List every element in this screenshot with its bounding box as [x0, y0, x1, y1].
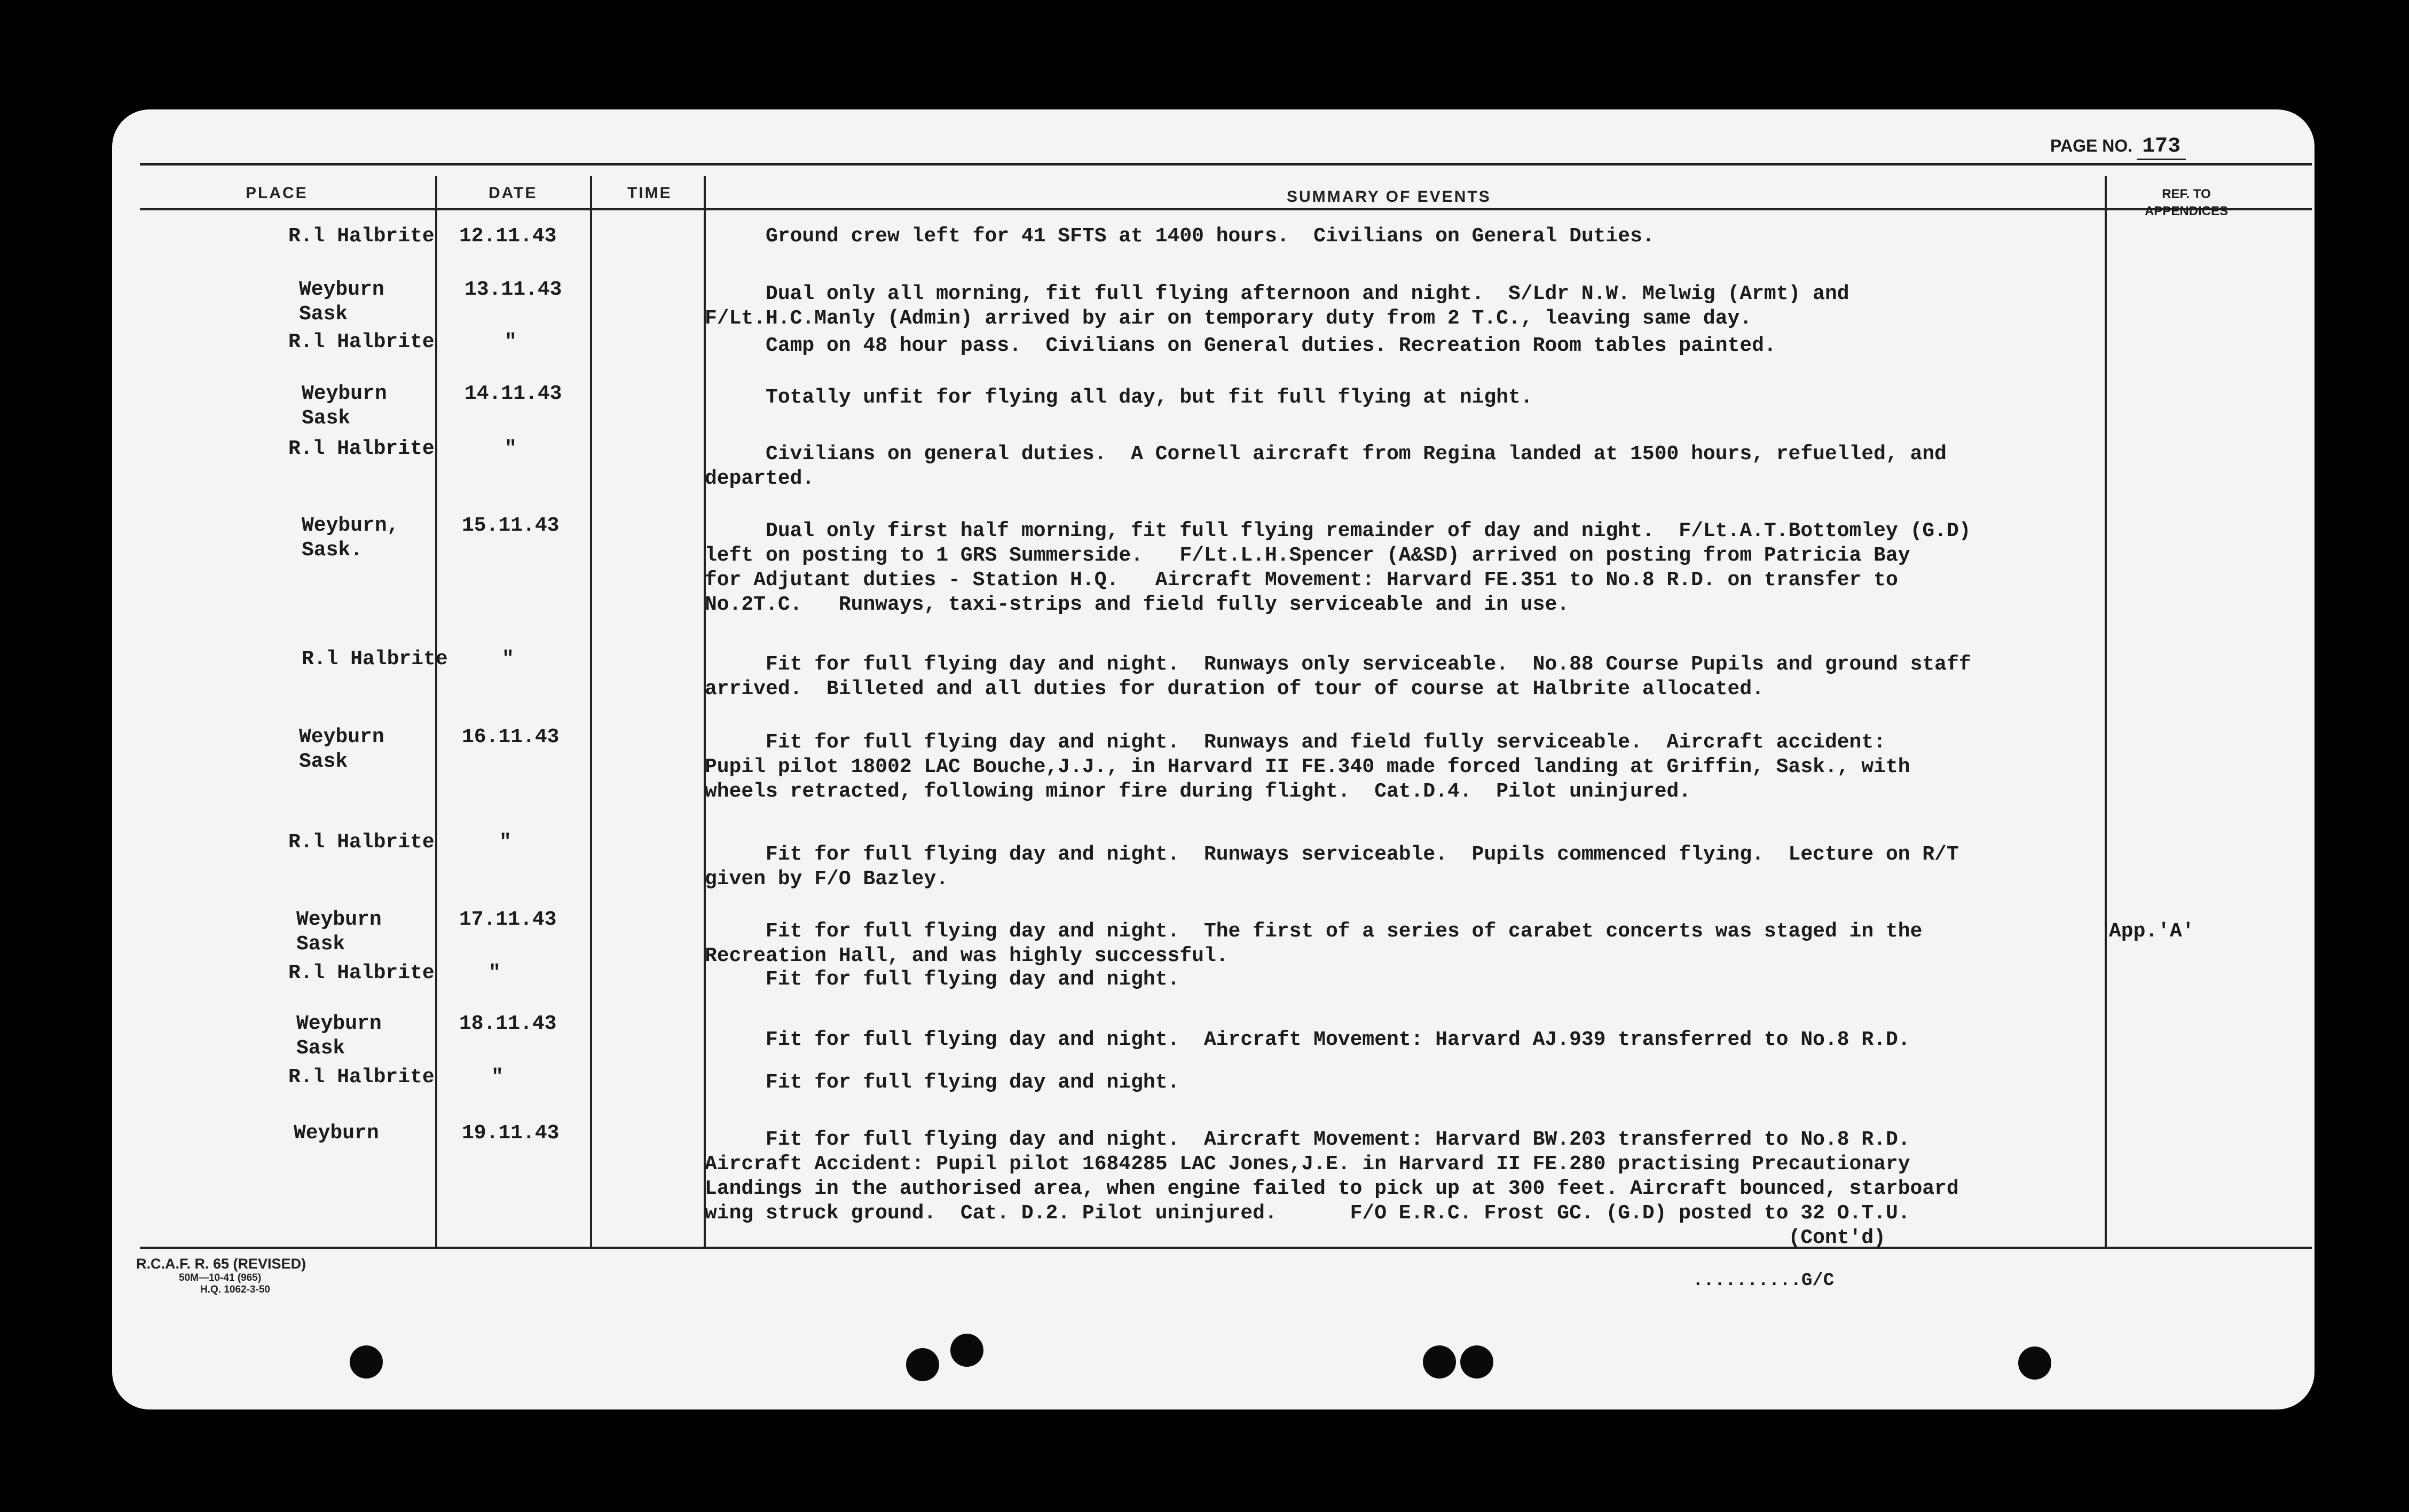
entry-place: Weyburn Sask: [302, 382, 387, 430]
entry-summary: Fit for full flying day and night. Runways and field fully serviceable. Aircraft accident: Pupil pilot 18002 LAC Bouche,J.J., in Harvard II FE.340 made forced landing at Griffin, Sask., with wheels retracted, following minor fire during flight. Cat.D.4. Pilot uninjured.: [705, 731, 1910, 803]
entry-summary: Fit for full flying day and night. Runways serviceable. Pupils commenced flying. Lecture on R/T given by F/O Bazley.: [705, 843, 1959, 891]
header-place: PLACE: [246, 184, 308, 202]
column-divider-place: [435, 176, 437, 1247]
commanding-officer-signature: ..........G/C: [1692, 1271, 1835, 1291]
page-number: [2050, 135, 2186, 159]
entry-date: 15.11.43: [462, 514, 560, 537]
entry-place: R.l Halbrite: [302, 648, 448, 671]
entry-date: 16.11.43: [462, 726, 560, 749]
entry-date: 17.11.43: [459, 908, 557, 931]
entry-date: ": [502, 648, 514, 671]
entry-place: R.l Halbrite: [288, 437, 435, 460]
header-ref-line2: APPENDICES: [2144, 204, 2229, 218]
header-date: DATE: [489, 184, 538, 202]
entry-place: Weyburn Sask: [299, 278, 384, 326]
entry-summary: Fit for full flying day and night. Aircraft Movement: Harvard AJ.939 transferred to No.8 R.D.: [705, 1028, 1910, 1051]
header-ref-appendices: [2117, 186, 2256, 220]
entry-place: R.l Halbrite: [288, 962, 435, 985]
entry-date: 13.11.43: [465, 278, 562, 301]
entry-place: Weyburn, Sask.: [302, 514, 399, 562]
entry-date: 14.11.43: [465, 382, 562, 405]
entry-summary: Ground crew left for 41 SFTS at 1400 hours. Civilians on General Duties.: [705, 225, 1655, 248]
binder-hole: [1423, 1345, 1456, 1379]
entry-summary: Dual only first half morning, fit full flying remainder of day and night. F/Lt.A.T.Bottomley (G.D) left on posting to 1 GRS Summerside. F/Lt.L.H.Spencer (A&SD) arrived on posting from Patricia Bay for Adjutant duties - Station H.Q. Aircraft Movement: Harvard FE.351 to No.8 R.D. on transfer to No.2T.C. Runways, taxi-strips and field fully serviceable and in use.: [705, 519, 1971, 616]
entry-date: ": [505, 437, 517, 460]
entry-summary: Fit for full flying day and night.: [705, 1071, 1180, 1094]
binder-hole: [1460, 1345, 1493, 1379]
entry-place: Weyburn Sask: [296, 1012, 382, 1060]
form-hq-reference: H.Q. 1062-3-50: [200, 1284, 270, 1295]
page-number-label: PAGE NO.: [2050, 136, 2133, 155]
entry-date: 12.11.43: [459, 225, 557, 248]
entry-place: R.l Halbrite: [288, 225, 435, 248]
binder-hole: [350, 1345, 383, 1379]
entry-date: ": [505, 330, 517, 353]
entry-summary: Fit for full flying day and night. The first of a series of carabet concerts was staged in the Recreation Hall, and was highly successful.: [705, 920, 1923, 967]
column-divider-date: [590, 176, 592, 1247]
header-bottom-rule: [140, 208, 2312, 210]
header-ref-line1: REF. TO: [2162, 187, 2211, 201]
binder-hole: [2018, 1346, 2051, 1380]
column-divider-summary: [2105, 176, 2107, 1247]
entry-place: R.l Halbrite: [288, 831, 435, 854]
entry-summary: Fit for full flying day and night.: [705, 968, 1180, 991]
form-print-run: 50M—10-41 (965): [179, 1272, 262, 1283]
entry-date: ": [489, 962, 501, 985]
entry-summary: Fit for full flying day and night. Aircraft Movement: Harvard BW.203 transferred to No.8 R.D. Aircraft Accident: Pupil pilot 1684285 LAC Jones,J.E. in Harvard II FE.280 practising Precautionary Landings in the authorised area, when engine failed to pick up at 300 feet. Aircraft bounced, starboard wing struck ground. Cat. D.2. Pilot uninjured. F/O E.R.C. Frost GC. (G.D) posted to 32 O.T.U. (Cont'd): [705, 1128, 1959, 1249]
entry-place: R.l Halbrite: [288, 1066, 435, 1089]
entry-date: ": [491, 1066, 503, 1089]
header-summary: SUMMARY OF EVENTS: [1287, 188, 1491, 206]
entry-place: Weyburn Sask: [296, 908, 382, 956]
form-number: R.C.A.F. R. 65 (REVISED): [136, 1256, 306, 1272]
entry-summary: Dual only all morning, fit full flying afternoon and night. S/Ldr N.W. Melwig (Armt) and F/Lt.H.C.Manly (Admin) arrived by air on temporary duty from 2 T.C., leaving same day.: [705, 282, 1849, 330]
entry-place: Weyburn Sask: [299, 726, 384, 773]
header-top-rule: [140, 163, 2312, 166]
entry-summary: Fit for full flying day and night. Runways only serviceable. No.88 Course Pupils and ground staff arrived. Billeted and all duties for duration of tour of course at Halbrite allocated.: [705, 653, 1971, 700]
header-time: TIME: [627, 184, 672, 202]
entry-date: 19.11.43: [462, 1122, 560, 1145]
entry-date: 18.11.43: [459, 1012, 557, 1035]
page-number-value: 173: [2137, 135, 2186, 160]
binder-hole: [906, 1348, 939, 1381]
entry-summary: Totally unfit for flying all day, but fit full flying at night.: [705, 386, 1533, 409]
appendix-reference: App.'A': [2109, 920, 2194, 943]
entry-place: Weyburn: [294, 1122, 379, 1145]
form-identification: [136, 1256, 306, 1296]
binder-hole: [950, 1334, 983, 1367]
entry-place: R.l Halbrite: [288, 330, 435, 353]
entry-summary: Civilians on general duties. A Cornell aircraft from Regina landed at 1500 hours, refuelled, and departed.: [705, 443, 1947, 490]
entry-summary: Camp on 48 hour pass. Civilians on General duties. Recreation Room tables painted.: [705, 334, 1776, 357]
entry-date: ": [499, 831, 511, 854]
